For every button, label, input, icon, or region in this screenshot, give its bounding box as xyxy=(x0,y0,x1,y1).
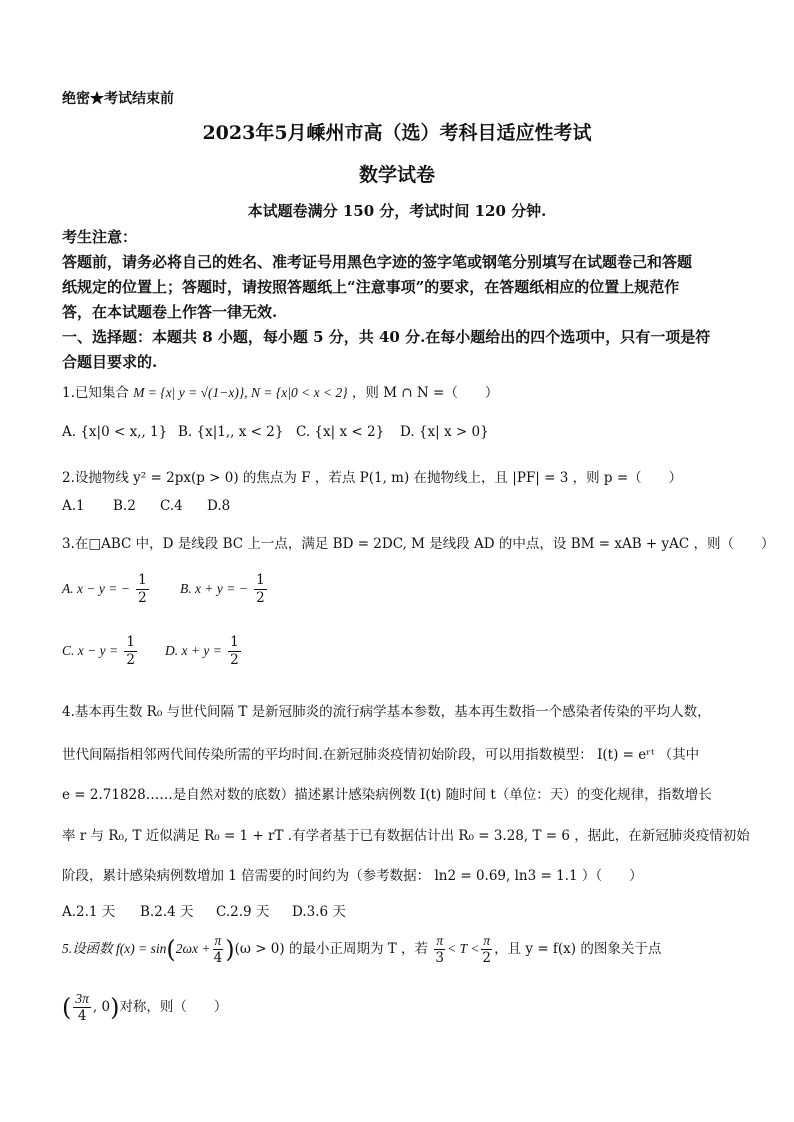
q3-option-c xyxy=(62,634,139,669)
section-heading-line-2: 合题目要求的. xyxy=(62,353,158,371)
question-1-stem xyxy=(62,381,498,401)
q3-option-b xyxy=(180,572,269,607)
q1-prefix: 1.已知集合 xyxy=(62,385,129,401)
notice-line-2: 纸规定的位置上；答题时，请按照答题纸上“注意事项”的要求，在答题纸相应的位置上规范作 xyxy=(62,278,680,296)
q5-pi-over-3 xyxy=(434,932,445,967)
notice-line-3: 答，在本试题卷上作答一律无效. xyxy=(62,303,278,321)
question-4-line-3: e = 2.71828……是自然对数的底数）描述累计感染病例数 I(t) 随时间 t（单位：天）的变化规律，指数增长 xyxy=(62,787,712,803)
fraction-denominator: 2 xyxy=(230,652,239,668)
q3-option-a xyxy=(62,572,151,607)
question-5-line-2 xyxy=(62,990,227,1025)
q5-pi-over-4 xyxy=(213,932,224,967)
q3-option-a-fraction xyxy=(136,572,149,607)
q5-inner-expr: 2ωx + xyxy=(175,941,211,956)
q3-option-a-expr: A. x − y = − xyxy=(62,581,130,596)
q1-option-c: C. {x| x < 2} xyxy=(296,424,385,440)
fraction-numerator: π xyxy=(436,933,444,948)
exam-title: 2023年5月嵊州市高（选）考科目适应性考试 xyxy=(202,122,592,144)
fraction-denominator: 2 xyxy=(482,950,492,966)
q3-option-c-expr: C. x − y = xyxy=(62,643,119,658)
q5-pi-over-2 xyxy=(481,932,492,967)
fraction-denominator: 2 xyxy=(256,590,265,606)
fraction-numerator: 3π xyxy=(75,991,89,1006)
q5-point-tail: , 0 xyxy=(92,999,111,1015)
q5-symmetry-text: ，且 y = f(x) 的图象关于点 xyxy=(494,941,662,957)
fraction-numerator: 1 xyxy=(256,572,265,588)
fraction-numerator: 1 xyxy=(230,634,239,650)
fraction-denominator: 4 xyxy=(213,950,223,966)
q1-option-a: A. {x|0 < x,, 1} xyxy=(62,424,168,440)
q1-set-n: , N = {x|0 < x < 2} xyxy=(244,385,348,400)
fraction-denominator: 2 xyxy=(138,590,147,606)
q5-ending: 对称，则（ ） xyxy=(119,999,228,1015)
q2-option-d: D.8 xyxy=(207,498,231,514)
exam-info: 本试题卷满分 150 分，考试时间 120 分钟. xyxy=(247,202,547,220)
q5-period-text: (ω > 0) 的最小正周期为 T ，若 xyxy=(234,941,429,957)
paren-right: ) xyxy=(225,935,235,964)
q3-option-b-expr: B. x + y = − xyxy=(180,581,248,596)
q5-inequality: < T < xyxy=(447,941,480,956)
fraction-numerator: π xyxy=(214,933,222,948)
question-2-stem: 2.设抛物线 y² = 2px(p > 0) 的焦点为 F ，若点 P(1, m) 在抛物线上，且 |PF| = 3 ，则 p =（ ） xyxy=(62,470,683,486)
question-4-line-2: 世代间隔指相邻两代间传染所需的平均时间.在新冠肺炎疫情初始阶段，可以用指数模型： I(t) = eʳᵗ （其中 xyxy=(62,747,700,763)
paren-left: ( xyxy=(166,935,176,964)
q3-option-b-fraction xyxy=(254,572,267,607)
q5-3pi-over-4 xyxy=(73,990,91,1025)
q1-set-m: M = {x| y = √(1−x)} xyxy=(133,385,245,400)
fraction-numerator: 1 xyxy=(126,634,135,650)
q4-option-b: B.2.4 天 xyxy=(140,904,194,920)
confidential-label: 绝密★考试结束前 xyxy=(62,91,174,107)
q3-option-d-expr: D. x + y = xyxy=(165,643,222,658)
q1-option-d: D. {x| x > 0} xyxy=(400,424,489,440)
question-5-stem xyxy=(62,932,661,967)
q2-option-a: A.1 xyxy=(62,498,85,514)
q3-option-d-fraction xyxy=(228,634,241,669)
q3-option-c-fraction xyxy=(124,634,137,669)
question-4-line-5: 阶段，累计感染病例数增加 1 倍需要的时间约为（参考数据： ln2 = 0.69, ln3 = 1.1 ）（ ） xyxy=(62,868,643,884)
q3-option-d xyxy=(165,634,243,669)
q4-option-d: D.3.6 天 xyxy=(292,904,346,920)
subject-title: 数学试卷 xyxy=(358,164,435,186)
question-4-line-1: 4.基本再生数 R₀ 与世代间隔 T 是新冠肺炎的流行病学基本参数，基本再生数指一个感染者传染的平均人数， xyxy=(62,704,711,720)
section-heading-line-1: 一、选择题：本题共 8 小题，每小题 5 分，共 40 分.在每小题给出的四个选项中，只有一项是符 xyxy=(62,328,711,346)
notice-line-1: 答题前，请务必将自己的姓名、准考证号用黑色字迹的签字笔或钢笔分别填写在试题卷己和答题 xyxy=(62,253,693,271)
question-3-stem: 3.在□ABC 中，D 是线段 BC 上一点，满足 BD = 2DC, M 是线段 AD 的中点，设 BM = xAB + yAC ，则（ ） xyxy=(62,536,775,552)
q2-option-b: B.2 xyxy=(113,498,136,514)
fraction-denominator: 4 xyxy=(77,1008,87,1024)
q4-option-a: A.2.1 天 xyxy=(62,904,116,920)
fraction-numerator: 1 xyxy=(138,572,147,588)
fraction-denominator: 2 xyxy=(126,652,135,668)
q4-option-c: C.2.9 天 xyxy=(216,904,270,920)
q2-option-c: C.4 xyxy=(160,498,183,514)
fraction-denominator: 3 xyxy=(435,950,445,966)
fraction-numerator: π xyxy=(483,933,491,948)
q1-option-b: B. {x|1,, x < 2} xyxy=(178,424,284,440)
notice-heading: 考生注意： xyxy=(62,228,138,246)
q5-function: 5.设函数 f(x) = sin xyxy=(62,941,167,956)
paren-right: ) xyxy=(110,993,120,1022)
question-4-line-4: 率 r 与 R₀, T 近似满足 R₀ = 1 + rT .有学者基于已有数据估计出 R₀ = 3.28, T = 6 ，据此，在新冠肺炎疫情初始 xyxy=(62,828,750,844)
q1-suffix: ，则 M ∩ N =（ ） xyxy=(351,385,499,401)
paren-left: ( xyxy=(62,993,72,1022)
